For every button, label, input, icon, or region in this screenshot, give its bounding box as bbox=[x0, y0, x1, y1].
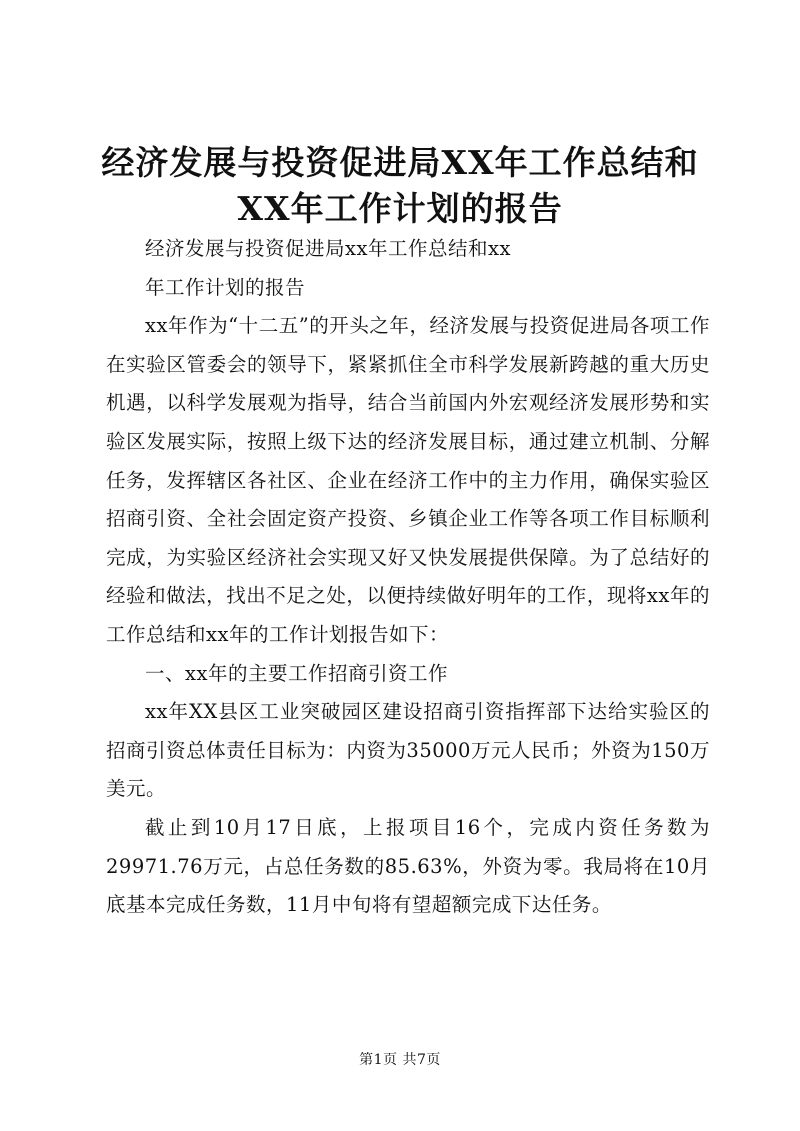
progress-paragraph: 截止到10月17日底，上报项目16个，完成内资任务数为29971.76万元，占总任务数的85.63%，外资为零。我局将在10月底基本完成任务数，11月中旬将有望超额完成下达任务。 bbox=[106, 815, 710, 917]
target-paragraph: xx年XX县区工业突破园区建设招商引资指挥部下达给实验区的招商引资总体责任目标为：内资为35000万元人民币；外资为150万美元。 bbox=[106, 700, 710, 801]
section-heading: 一、xx年的主要工作招商引资工作 bbox=[145, 661, 448, 685]
subtitle-line-1: 经济发展与投资促进局xx年工作总结和xx bbox=[145, 237, 511, 260]
subtitle-line-2: 年工作计划的报告 bbox=[145, 275, 306, 299]
document-title: 经济发展与投资促进局XX年工作总结和XX年工作计划的报告 bbox=[101, 143, 699, 228]
page-footer: 第1页 共7页 bbox=[359, 1052, 441, 1068]
document-body bbox=[106, 230, 710, 925]
intro-paragraph: xx年作为“十二五”的开头之年，经济发展与投资促进局各项工作在实验区管委会的领导下，紧紧抓住全市科学发展新跨越的重大历史机遇，以科学发展观为指导，结合当前国内外宏观经济发展形势和实验区发展实际，按照上级下达的经济发展目标，通过建立机制、分解任务，发挥辖区各社区、企业在经济工作中的主力作用，确保实验区招商引资、全社会固定资产投资、乡镇企业工作等各项工作目标顺利完成，为实验区经济社会实现又好又快发展提供保障。为了总结好的经验和做法，找出不足之处，以便持续做好明年的工作，现将xx年的工作总结和xx年的工作计划报告如下： bbox=[106, 314, 710, 646]
